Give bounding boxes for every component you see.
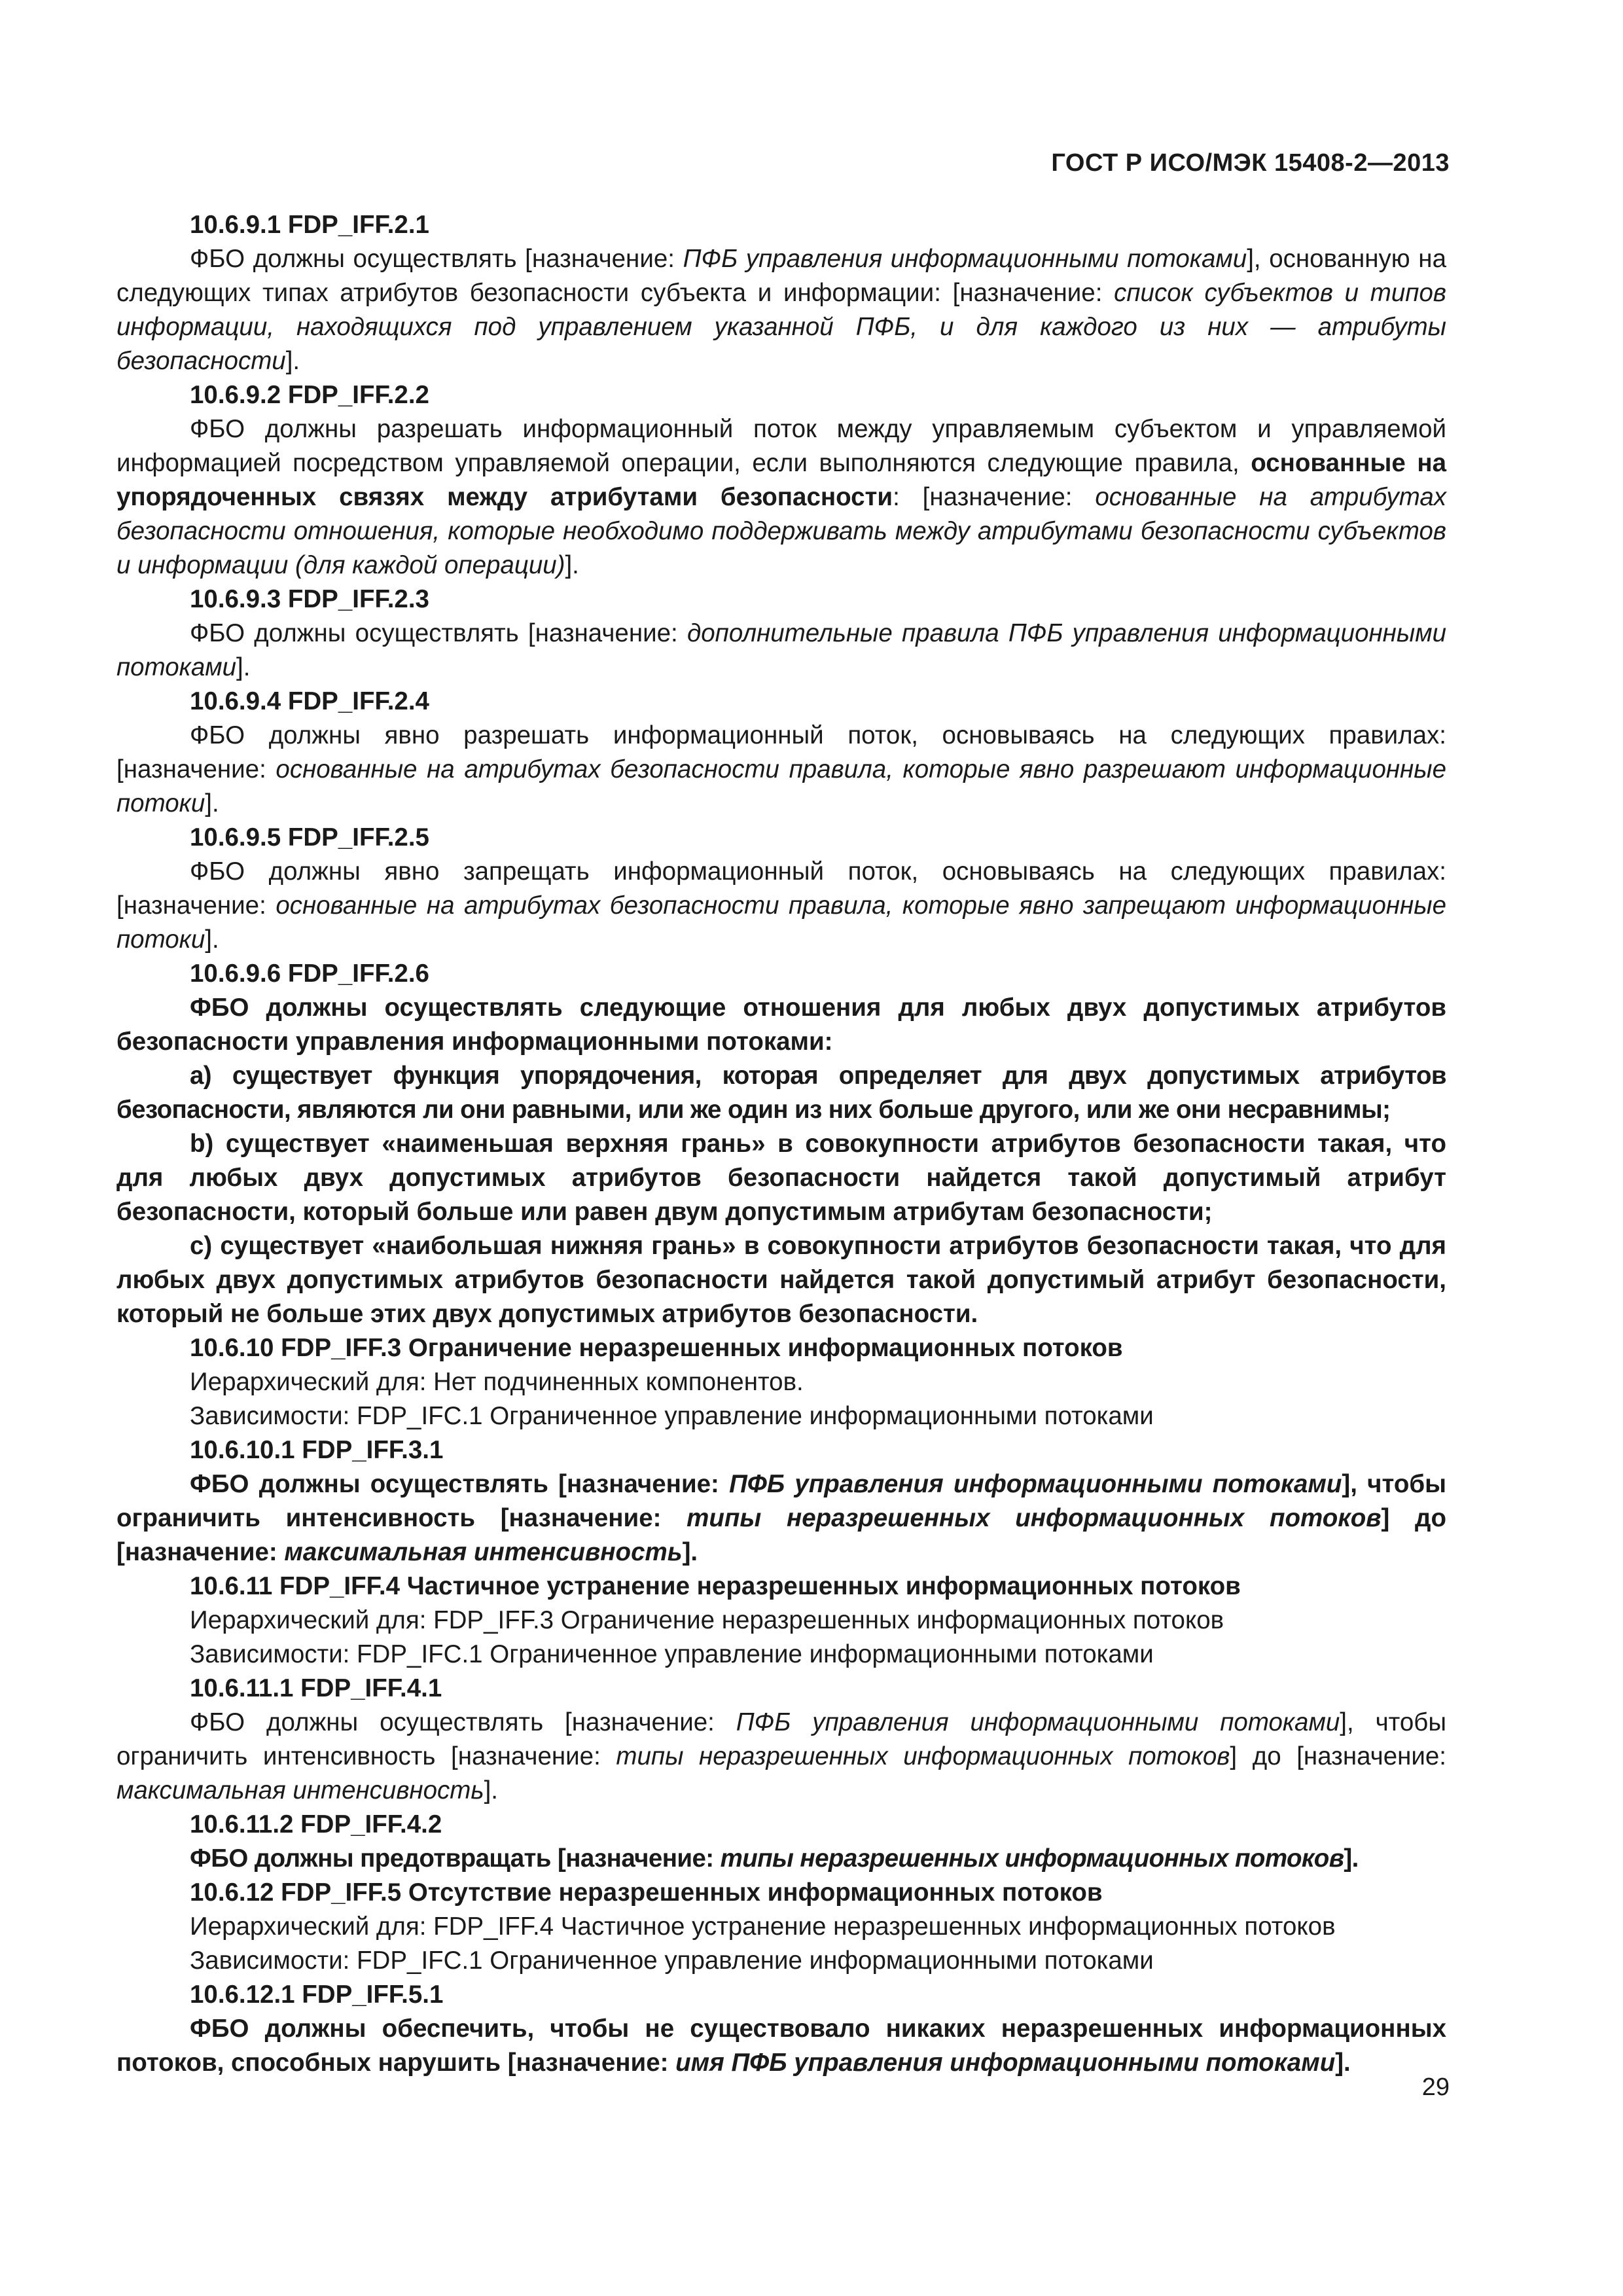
- paragraph: [116, 242, 1446, 378]
- text-run: ], чтобы ограничить интенсивность [назначение:: [116, 1470, 1447, 1532]
- text-run: ].: [484, 1776, 499, 1804]
- text-run: ФБО должны осуществлять [назначение:: [190, 619, 687, 647]
- assignment-text: ПФБ управления информационными потоками: [729, 1470, 1342, 1498]
- text-run: ФБО должны явно запрещать информационный поток, основываясь на следующих правилах: [назначение:: [116, 857, 1446, 920]
- paragraph: [116, 1399, 1446, 1433]
- assignment-text: ПФБ управления информационными потоками: [736, 1708, 1340, 1736]
- page-number: 29: [1421, 2073, 1450, 2101]
- text-run: 10.6.11.2 FDP_IFF.4.2: [190, 1810, 442, 1839]
- paragraph: [116, 1842, 1446, 1876]
- assignment-text: типы неразрешенных информационных потоков: [616, 1742, 1230, 1770]
- document-body: [116, 208, 1446, 2080]
- text-run: ].: [565, 551, 579, 579]
- section-heading: [116, 1570, 1446, 1604]
- paragraph: [116, 1706, 1446, 1808]
- text-run: 10.6.9.1 FDP_IFF.2.1: [190, 211, 429, 239]
- assignment-text: основанные на атрибутах безопасности правила, которые явно запрещают информационные потоки: [116, 891, 1446, 954]
- text-run: 10.6.9.4 FDP_IFF.2.4: [190, 687, 429, 715]
- paragraph: [116, 412, 1446, 583]
- text-run: 10.6.12.1 FDP_IFF.5.1: [190, 1981, 444, 2009]
- text-run: 10.6.9.5 FDP_IFF.2.5: [190, 823, 429, 852]
- paragraph: [116, 1467, 1446, 1570]
- paragraph: [116, 1229, 1446, 1331]
- text-run: Зависимости: FDP_IFC.1 Ограниченное управление информационными потоками: [190, 1402, 1154, 1430]
- assignment-text: основанные на атрибутах безопасности отношения, которые необходимо поддерживать между атрибутами безопасности субъектов и информации (для каждой операции): [116, 483, 1446, 579]
- section-heading: [116, 1672, 1446, 1706]
- assignment-text: типы неразрешенных информационных потоков: [720, 1844, 1344, 1873]
- paragraph: [116, 1365, 1446, 1399]
- text-run: ФБО должны осуществлять [назначение:: [190, 1470, 730, 1498]
- assignment-text: типы неразрешенных информационных потоков: [687, 1504, 1382, 1532]
- text-run: ].: [236, 653, 251, 681]
- section-heading: [116, 1433, 1446, 1467]
- text-run: ], основанную на следующих типах атрибутов безопасности субъекта и информации: [назначение:: [116, 245, 1446, 307]
- paragraph: [116, 1638, 1446, 1672]
- section-heading: [116, 685, 1446, 719]
- text-run: : [назначение:: [893, 483, 1096, 511]
- text-run: 10.6.11.1 FDP_IFF.4.1: [190, 1674, 442, 1702]
- text-run: ФБО должны осуществлять [назначение:: [190, 1708, 736, 1736]
- text-run: Иерархический для: FDP_IFF.4 Частичное устранение неразрешенных информационных потоков: [190, 1912, 1336, 1941]
- text-run: Зависимости: FDP_IFC.1 Ограниченное управление информационными потоками: [190, 1640, 1154, 1668]
- section-heading: [116, 378, 1446, 412]
- text-run: 10.6.9.2 FDP_IFF.2.2: [190, 381, 429, 409]
- paragraph: [116, 1127, 1446, 1229]
- text-run: ], чтобы ограничить интенсивность [назначение:: [116, 1708, 1447, 1770]
- text-run: 10.6.12 FDP_IFF.5 Отсутствие неразрешенных информационных потоков: [190, 1878, 1103, 1907]
- text-run: a) существует функция упорядочения, которая определяет для двух допустимых атрибутов безопасности, являются ли они равными, или же один из них больше другого, или же они несравнимы;: [116, 1062, 1446, 1124]
- text-run: ФБО должны разрешать информационный поток между управляемым субъектом и управляемой информацией посредством управляемой операции, если выполняются следующие правила,: [116, 415, 1446, 477]
- text-run: ].: [205, 789, 219, 817]
- text-run: ФБО должны явно разрешать информационный поток, основываясь на следующих правилах: [назначение:: [116, 721, 1446, 783]
- text-run: 10.6.9.3 FDP_IFF.2.3: [190, 585, 429, 613]
- paragraph: [116, 2012, 1446, 2080]
- assignment-text: имя ПФБ управления информационными потоками: [675, 2049, 1336, 2077]
- section-heading: [116, 1808, 1446, 1842]
- paragraph: [116, 855, 1446, 957]
- text-run: ФБО должны осуществлять следующие отношения для любых двух допустимых атрибутов безопасности управления информационными потоками:: [116, 994, 1446, 1056]
- text-run: 10.6.10 FDP_IFF.3 Ограничение неразрешенных информационных потоков: [190, 1334, 1123, 1362]
- section-heading: [116, 1978, 1446, 2012]
- text-run: Зависимости: FDP_IFC.1 Ограниченное управление информационными потоками: [190, 1946, 1154, 1975]
- assignment-text: ПФБ управления информационными потоками: [683, 245, 1247, 273]
- paragraph: [116, 991, 1446, 1059]
- text-run: ].: [1335, 2049, 1351, 2077]
- assignment-text: список субъектов и типов информации, находящихся под управлением указанной ПФБ, и для каждого из них — атрибуты безопасности: [116, 279, 1446, 375]
- paragraph: [116, 719, 1446, 821]
- text-run: 10.6.11 FDP_IFF.4 Частичное устранение неразрешенных информационных потоков: [190, 1572, 1241, 1600]
- text-run: Иерархический для: Нет подчиненных компонентов.: [190, 1368, 804, 1396]
- section-heading: [116, 583, 1446, 617]
- paragraph: [116, 1604, 1446, 1638]
- text-run: ] до [назначение:: [116, 1504, 1446, 1566]
- section-heading: [116, 821, 1446, 855]
- text-run: b) существует «наименьшая верхняя грань» в совокупности атрибутов безопасности такая, что для любых двух допустимых атрибутов безопасности найдется такой допустимый атрибут безопасности, который больше или равен двум допустимым атрибутам безопасности;: [116, 1130, 1446, 1226]
- text-run: 10.6.10.1 FDP_IFF.3.1: [190, 1436, 444, 1464]
- assignment-text: максимальная интенсивность: [116, 1776, 484, 1804]
- paragraph: [116, 1059, 1446, 1127]
- assignment-text: основанные на атрибутах безопасности правила, которые явно разрешают информационные потоки: [116, 755, 1446, 817]
- text-run: ].: [682, 1538, 698, 1566]
- text-run: основанные на упорядоченных связях между атрибутами безопасности: [116, 449, 1446, 511]
- paragraph: [116, 1910, 1446, 1944]
- section-heading: [116, 1331, 1446, 1365]
- text-run: 10.6.9.6 FDP_IFF.2.6: [190, 960, 429, 988]
- paragraph: [116, 1944, 1446, 1978]
- text-run: ] до [назначение:: [1230, 1742, 1447, 1770]
- text-run: Иерархический для: FDP_IFF.3 Ограничение неразрешенных информационных потоков: [190, 1606, 1224, 1634]
- text-run: c) существует «наибольшая нижняя грань» в совокупности атрибутов безопасности такая, что для любых двух допустимых атрибутов безопасности найдется такой допустимый атрибут безопасности, который не больше этих двух допустимых атрибутов безопасности.: [116, 1232, 1446, 1328]
- text-run: ].: [1344, 1844, 1359, 1873]
- section-heading: [116, 957, 1446, 991]
- text-run: ФБО должны осуществлять [назначение:: [190, 245, 683, 273]
- section-heading: [116, 1876, 1446, 1910]
- text-run: ].: [285, 347, 300, 375]
- paragraph: [116, 617, 1446, 685]
- assignment-text: дополнительные правила ПФБ управления информационными потоками: [116, 619, 1446, 681]
- section-heading: [116, 208, 1446, 242]
- assignment-text: максимальная интенсивность: [284, 1538, 683, 1566]
- document-id-header: ГОСТ Р ИСО/МЭК 15408-2—2013: [1051, 149, 1450, 177]
- text-run: ].: [205, 925, 219, 954]
- text-run: ФБО должны предотвращать [назначение:: [190, 1844, 721, 1873]
- text-run: ФБО должны обеспечить, чтобы не существовало никаких неразрешенных информационных потоков, способных нарушить [назначение:: [116, 2015, 1446, 2077]
